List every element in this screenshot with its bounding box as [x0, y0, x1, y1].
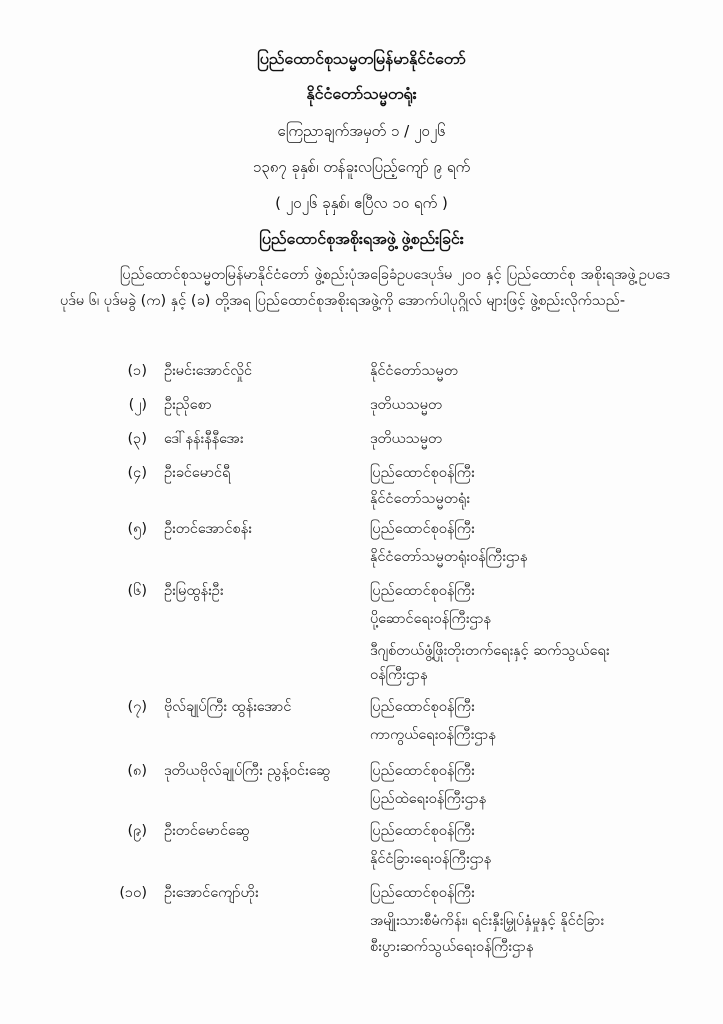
member-row: [0, 430, 723, 456]
member-row: [0, 762, 723, 788]
member-position-line: နိုင်ငံတော်သမ္မတရုံး: [370, 491, 470, 507]
member-number: (၁၀): [119, 885, 147, 901]
subject-heading: ပြည်ထောင်စုအစိုးရအဖွဲ့ ဖွဲ့စည်းခြင်း: [259, 229, 464, 248]
member-position-line: ဝန်ကြီးဌာန: [370, 667, 428, 683]
member-position: ပြည်ထောင်စုဝန်ကြီး: [370, 699, 475, 715]
member-number: (၂): [128, 397, 147, 413]
member-number: (၄): [127, 465, 147, 481]
member-name: ဦးမင်းအောင်လှိုင်: [164, 363, 252, 379]
member-name: ဦးတင်မောင်ဆွေ: [164, 823, 250, 839]
date-gregorian: ( ၂၀၂၆ ခုနှစ်၊ ဧပြီလ ၁၀ ရက် ): [275, 194, 448, 212]
member-row: [0, 884, 723, 910]
member-number: (၇): [127, 699, 147, 715]
member-position-line: အမျိုးသားစီမံကိန်း၊ ရင်းနှီးမြှုပ်နှံမှုနှင့် နိုင်ငံခြား: [370, 913, 605, 929]
intro-paragraph: ပြည်ထောင်စုသမ္မတမြန်မာနိုင်ငံတော် ဖွဲ့စည်းပုံအခြေခံဥပဒေပုဒ်မ ၂၀၀ နှင့် ပြည်ထောင်စု အစိုးရအဖွဲ့ဥပဒေပုဒ်မ ၆၊ ပုဒ်မခွဲ (က) နှင့် (ခ) တို့အရ ပြည်ထောင်စုအစိုးရအဖွဲ့ကို အောက်ပါပုဂ္ဂိုလ် များဖြင့် ဖွဲ့စည်းလိုက်သည်-: [60, 267, 670, 309]
member-position-line: နိုင်ငံတော်သမ္မတရုံးဝန်ကြီးဌာန: [370, 549, 528, 565]
member-position-line: ဒီဂျစ်တယ်ဖွံ့ဖြိုးတိုးတက်ရေးနှင့် ဆက်သွယ်ရေး: [370, 643, 610, 659]
member-row: [0, 582, 723, 608]
member-row: [0, 520, 723, 546]
member-row: [0, 822, 723, 848]
member-number: (၆): [127, 583, 147, 599]
member-name: ဗိုလ်ချုပ်ကြီး ထွန်းအောင်: [164, 699, 292, 715]
member-position: ပြည်ထောင်စုဝန်ကြီး: [370, 465, 475, 481]
member-position: ဒုတိယသမ္မတ: [370, 431, 443, 447]
member-number: (၉): [127, 823, 147, 839]
member-position: ပြည်ထောင်စုဝန်ကြီး: [370, 763, 475, 779]
member-position-line: ပြည်ထဲရေးဝန်ကြီးဌာန: [370, 791, 487, 807]
member-row: [0, 698, 723, 724]
member-position-line: ပို့ဆောင်ရေးဝန်ကြီးဌာန: [370, 611, 491, 627]
member-row: [0, 464, 723, 490]
member-position: ပြည်ထောင်စုဝန်ကြီး: [370, 583, 475, 599]
member-name: ဒေါ်နန်းနီနီအေး: [164, 431, 244, 447]
member-row: [0, 362, 723, 388]
member-position: ပြည်ထောင်စုဝန်ကြီး: [370, 521, 475, 537]
member-number: (၁): [127, 363, 147, 379]
notification-number: ကြေညာချက်အမှတ် ၁ / ၂၀၂၆: [277, 122, 446, 140]
member-number: (၈): [127, 763, 147, 779]
member-position: ပြည်ထောင်စုဝန်ကြီး: [370, 885, 475, 901]
member-name: ဦးအောင်ကျော်ဟိုး: [164, 885, 259, 901]
member-position: နိုင်ငံတော်သမ္မတ: [370, 363, 458, 379]
date-myanmar: ၁၃၈၇ ခုနှစ်၊ တန်ခူးလပြည့်ကျော် ၉ ရက်: [252, 158, 471, 176]
member-position-line: နိုင်ငံခြားရေးဝန်ကြီးဌာန: [370, 851, 492, 867]
member-number: (၃): [127, 431, 147, 447]
member-position: ဒုတိယသမ္မတ: [370, 397, 443, 413]
member-number: (၅): [127, 521, 147, 537]
member-name: ဦးမြထွန်းဦး: [164, 583, 224, 599]
member-name: ဦးညိုစော: [164, 397, 212, 413]
member-name: ဒုတိယဗိုလ်ချုပ်ကြီး ညွန့်ဝင်းဆွေ: [164, 763, 331, 779]
office-heading: နိုင်ငံတော်သမ္မတရုံး: [306, 84, 417, 103]
country-heading: ပြည်ထောင်စုသမ္မတမြန်မာနိုင်ငံတော်: [257, 49, 466, 68]
member-position-line: စီးပွားဆက်သွယ်ရေးဝန်ကြီးဌာန: [370, 939, 534, 955]
member-name: ဦးခင်မောင်ရီ: [164, 465, 231, 481]
member-name: ဦးတင်အောင်စန်း: [164, 521, 252, 537]
member-position-line: ကာကွယ်ရေးဝန်ကြီးဌာန: [370, 727, 496, 743]
member-row: [0, 396, 723, 422]
member-position: ပြည်ထောင်စုဝန်ကြီး: [370, 823, 475, 839]
